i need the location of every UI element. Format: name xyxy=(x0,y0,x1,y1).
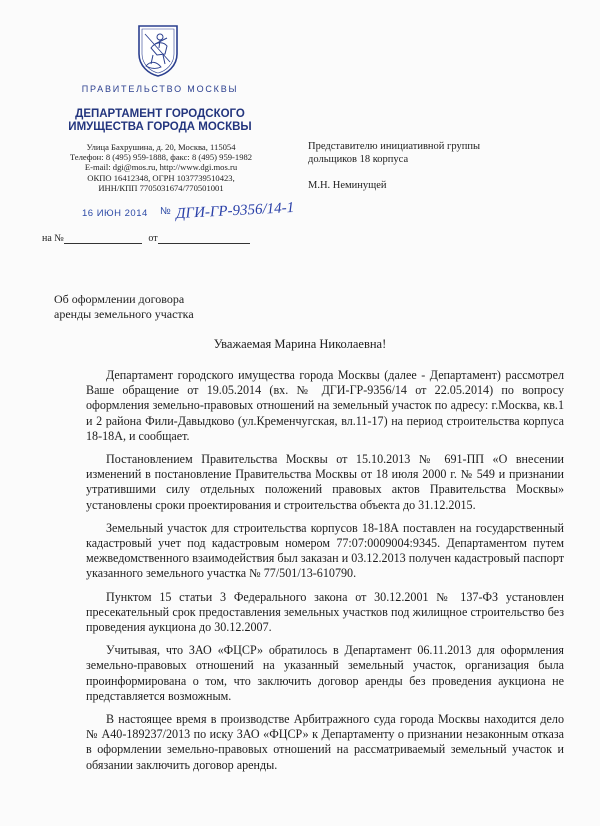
government-title: ПРАВИТЕЛЬСТВО МОСКВЫ xyxy=(81,84,239,94)
registration-number-prefix: № xyxy=(160,206,171,217)
ref-number-label: на № xyxy=(42,233,64,244)
body-paragraph: Учитывая, что ЗАО «ФЦСР» обратилось в Департамент 06.11.2013 для оформления земельно-правовых отношений на указанный земельный участок, организация была проинформирована о том, что заключить договор аренды без проведения аукциона не представляется возможным. xyxy=(86,643,564,703)
department-name-line2: ИМУЩЕСТВА ГОРОДА МОСКВЫ xyxy=(68,121,252,133)
address-line: Телефон: 8 (495) 959-1888, факс: 8 (495) 959-1982 xyxy=(69,152,253,163)
address-line: Улица Бахрушина, д. 20, Москва, 115054 xyxy=(86,142,236,152)
moscow-coat-of-arms-icon xyxy=(137,24,179,78)
registration-number-handwritten: ДГИ-ГР-9356/14-1 xyxy=(175,199,295,223)
registration-date-stamp: 16 ИЮН 2014 xyxy=(82,208,148,219)
department-name xyxy=(52,108,268,134)
address-line: ИНН/КПП 7705031674/770501001 xyxy=(98,182,224,193)
subject-line1: Об оформлении договора xyxy=(54,292,185,306)
reference-row xyxy=(42,232,250,244)
body-paragraph: Постановлением Правительства Москвы от 15.10.2013 № 691-ПП «О внесении изменений в постановление Правительства Москвы от 18 июля 2000 г. № 549 и признании утратившими силу отдельных положений правовых актов Правительства Москвы» установлены сроки проектирования и строительства объекта до 31.12.2015. xyxy=(86,452,564,512)
greeting: Уважаемая Марина Николаевна! xyxy=(213,337,387,351)
subject-line2: аренды земельного участка xyxy=(54,307,194,321)
address-line: E-mail: dgi@mos.ru, http://www.dgi.mos.ru xyxy=(84,162,238,173)
address-line: ОКПО 16412348, ОГРН 1037739510423, xyxy=(87,172,235,183)
ref-number-blank xyxy=(64,232,142,244)
body-paragraph: Земельный участок для строительства корпусов 18-18А поставлен на государственный кадастровый учет под кадастровым номером 77:07:0009004:9345. Департаментом путем межведомственного взаимодействия был заказан и 03.12.2013 получен кадастровый паспорт указанного земельного участка № 77/501/13-610790. xyxy=(86,520,564,581)
recipient-line2: дольщиков 18 корпуса xyxy=(308,154,409,165)
body-paragraph: В настоящее время в производстве Арбитражного суда города Москвы находится дело № А40-189237/2013 по иску ЗАО «ФЦСР» к Департаменту о признании незаконным отказа в оформлении земельно-правовых отношений на рассматриваемый земельный участок и обязании заключить договор аренды. xyxy=(86,712,564,772)
recipient-block xyxy=(308,140,568,166)
letter-subject xyxy=(54,292,274,322)
body-paragraph: Пунктом 15 статьи 3 Федерального закона от 30.12.2001 № 137-ФЗ установлен пресекательный срок предоставления земельных участков под жилищное строительство без проведения аукциона до 30.12.2007. xyxy=(86,589,564,635)
ref-date-label: от xyxy=(148,233,158,244)
recipient-name: М.Н. Неминущей xyxy=(308,180,387,191)
recipient-line1: Представителю инициативной группы xyxy=(308,141,480,152)
body-paragraph: Департамент городского имущества города Москвы (далее - Департамент) рассмотрел Ваше обращение от 19.05.2014 (вх. № ДГИ-ГР-9356/14 от 22.05.2014) по вопросу оформления земельно-правовых отношений на земельный участок по адресу: г.Москва, кв.1 и 2 района Фили-Давыдково (ул.Кременчугская, вл.11-17) на период строительства корпуса 18-18А, и сообщает. xyxy=(86,368,564,443)
letter-body xyxy=(86,368,564,773)
department-name-line1: ДЕПАРТАМЕНТ ГОРОДСКОГО xyxy=(75,108,245,120)
ref-date-blank xyxy=(158,232,250,244)
department-address-block xyxy=(55,142,267,193)
